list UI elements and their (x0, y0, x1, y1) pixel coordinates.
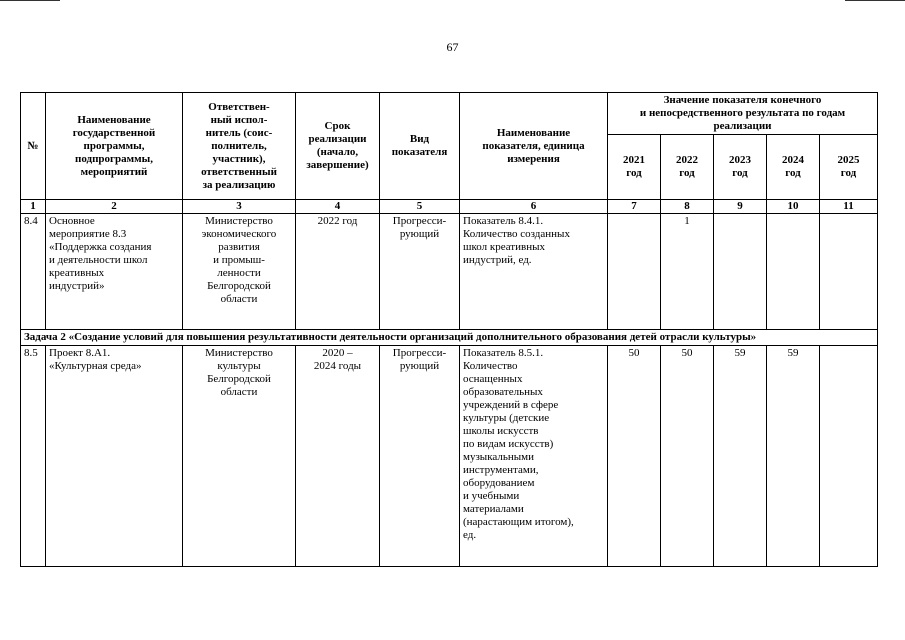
row-value-2024 (767, 214, 820, 330)
header-year-2025: 2025 год (820, 135, 878, 200)
header-values-group: Значение показателя конечного и непосредственного результата по годам реализации (608, 93, 878, 135)
column-number: 6 (460, 200, 608, 214)
header-no: № (21, 93, 46, 200)
row-name: Основное мероприятие 8.3 «Поддержка создания и деятельности школ креативных индустрий» (46, 214, 183, 330)
column-number: 2 (46, 200, 183, 214)
row-responsible: Министерство экономического развития и промыш- ленности Белгородской области (183, 214, 296, 330)
row-value-2023 (714, 214, 767, 330)
task-row (21, 330, 878, 346)
header-year-2024: 2024 год (767, 135, 820, 200)
row-value-2022: 50 (661, 346, 714, 567)
row-indicator: Показатель 8.5.1. Количество оснащенных образовательных учреждений в сфере культуры (детские школы искусств по видам искусств) музыкальными инструментами, оборудованием и учебными материалами (нарастающим итогом), ед. (460, 346, 608, 567)
row-value-2021: 50 (608, 346, 661, 567)
row-period: 2022 год (296, 214, 380, 330)
header-type: Вид показателя (380, 93, 460, 200)
program-table (20, 92, 878, 567)
row-type: Прогресси- рующий (380, 346, 460, 567)
header-row (21, 93, 878, 135)
row-value-2021 (608, 214, 661, 330)
scan-edge-top-right (845, 0, 905, 1)
column-number: 3 (183, 200, 296, 214)
row-value-2022: 1 (661, 214, 714, 330)
scan-edge-top-left (0, 0, 60, 1)
row-number: 8.5 (21, 346, 46, 567)
row-responsible: Министерство культуры Белгородской области (183, 346, 296, 567)
row-value-2023: 59 (714, 346, 767, 567)
column-number: 8 (661, 200, 714, 214)
row-indicator: Показатель 8.4.1. Количество созданных школ креативных индустрий, ед. (460, 214, 608, 330)
row-value-2025 (820, 346, 878, 567)
header-year-2022: 2022 год (661, 135, 714, 200)
column-number: 5 (380, 200, 460, 214)
row-type: Прогресси- рующий (380, 214, 460, 330)
page-number: 67 (446, 40, 459, 54)
row-period: 2020 – 2024 годы (296, 346, 380, 567)
column-number: 11 (820, 200, 878, 214)
column-number: 9 (714, 200, 767, 214)
header-name: Наименование государственной программы, подпрограммы, мероприятий (46, 93, 183, 200)
table-row (21, 346, 878, 567)
column-number: 4 (296, 200, 380, 214)
header-year-2021: 2021 год (608, 135, 661, 200)
header-responsible: Ответствен- ный испол- нитель (соис- полнитель, участник), ответственный за реализацию (183, 93, 296, 200)
column-numbers-row (21, 200, 878, 214)
row-number: 8.4 (21, 214, 46, 330)
header-year-2023: 2023 год (714, 135, 767, 200)
column-number: 7 (608, 200, 661, 214)
column-number: 1 (21, 200, 46, 214)
table-row (21, 214, 878, 330)
header-indicator: Наименование показателя, единица измерения (460, 93, 608, 200)
task-2-title: Задача 2 «Создание условий для повышения результативности деятельности организаций дополнительного образования детей отрасли культуры» (21, 330, 878, 346)
row-value-2025 (820, 214, 878, 330)
column-number: 10 (767, 200, 820, 214)
row-name: Проект 8.А1. «Культурная среда» (46, 346, 183, 567)
header-period: Срок реализации (начало, завершение) (296, 93, 380, 200)
row-value-2024: 59 (767, 346, 820, 567)
